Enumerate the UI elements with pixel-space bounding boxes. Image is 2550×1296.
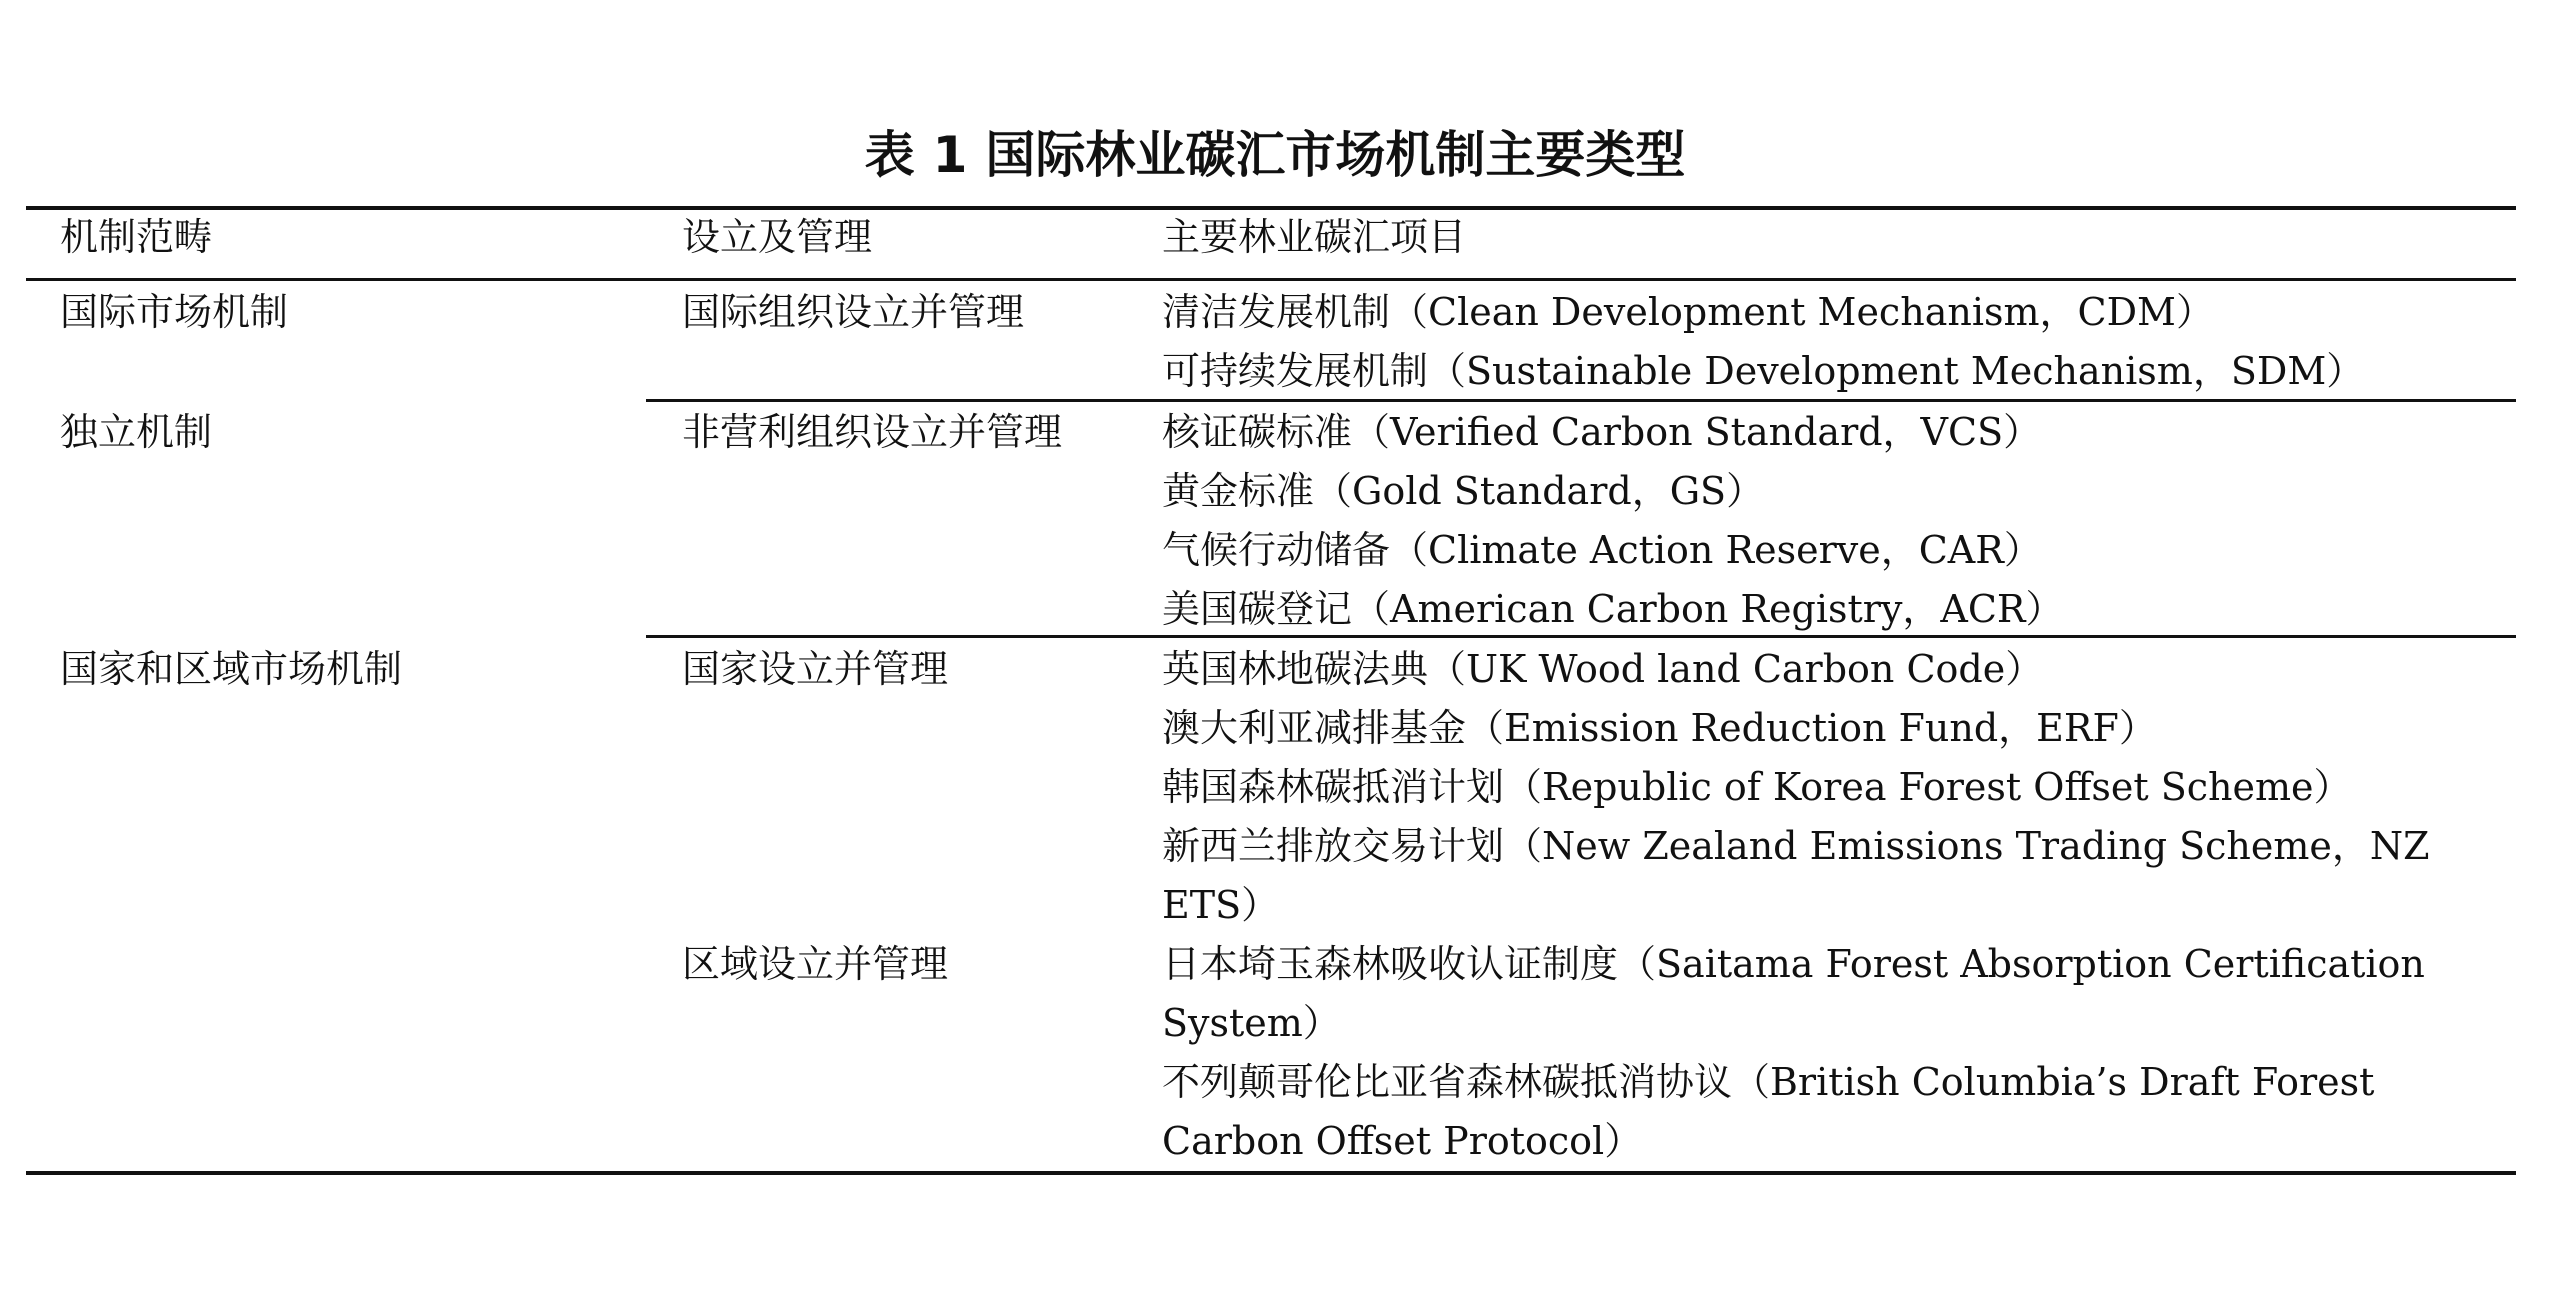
header-category: 机制范畴 — [60, 215, 213, 259]
caption-number: 1 — [932, 126, 968, 184]
project-bc: 不列颠哥伦比亚省森林碳抵消协议（British Columbia’s Draft Forest — [1162, 1060, 2375, 1104]
table-bottom-rule — [26, 1171, 2516, 1175]
header-projects: 主要林业碳汇项目 — [1162, 215, 1467, 259]
project-saitama-cont: System） — [1162, 1001, 1341, 1045]
manager-regional: 区域设立并管理 — [682, 942, 949, 986]
table-caption — [0, 124, 2550, 186]
category-independent: 独立机制 — [60, 410, 213, 454]
table-inner-rule-1 — [646, 399, 2516, 402]
project-bc-cont: Carbon Offset Protocol） — [1162, 1119, 1643, 1163]
projects-nonprofit — [1162, 403, 2502, 639]
project-cdm: 清洁发展机制（Clean Development Mechanism，CDM） — [1162, 290, 2214, 334]
category-international: 国际市场机制 — [60, 290, 289, 334]
table-header-rule — [26, 278, 2516, 281]
manager-international-org: 国际组织设立并管理 — [682, 290, 1025, 334]
project-nz-ets: 新西兰排放交易计划（New Zealand Emissions Trading Scheme，NZ — [1162, 824, 2430, 868]
project-erf: 澳大利亚减排基金（Emission Reduction Fund，ERF） — [1162, 706, 2157, 750]
project-car: 气候行动储备（Climate Action Reserve，CAR） — [1162, 528, 2042, 572]
project-korea-offset: 韩国森林碳抵消计划（Republic of Korea Forest Offset Scheme） — [1162, 765, 2352, 809]
project-uk-woodland: 英国林地碳法典（UK Wood land Carbon Code） — [1162, 647, 2044, 691]
category-national-regional: 国家和区域市场机制 — [60, 647, 403, 691]
table-inner-rule-2 — [646, 635, 2516, 638]
header-management: 设立及管理 — [682, 215, 873, 259]
caption-title: 国际林业碳汇市场机制主要类型 — [985, 126, 1686, 184]
project-vcs: 核证碳标准（Verified Carbon Standard，VCS） — [1162, 410, 2042, 454]
project-saitama: 日本埼玉森林吸收认证制度（Saitama Forest Absorption Certification — [1162, 942, 2425, 986]
manager-national: 国家设立并管理 — [682, 647, 949, 691]
caption-prefix: 表 — [864, 126, 915, 184]
project-nz-ets-cont: ETS） — [1162, 883, 1280, 927]
manager-nonprofit: 非营利组织设立并管理 — [682, 410, 1063, 454]
projects-regional — [1162, 935, 2502, 1171]
project-gs: 黄金标准（Gold Standard，GS） — [1162, 469, 1765, 513]
projects-international — [1162, 283, 2502, 401]
project-sdm: 可持续发展机制（Sustainable Development Mechanism，SDM） — [1162, 349, 2365, 393]
project-acr: 美国碳登记（American Carbon Registry，ACR） — [1162, 587, 2064, 631]
projects-national — [1162, 640, 2502, 935]
